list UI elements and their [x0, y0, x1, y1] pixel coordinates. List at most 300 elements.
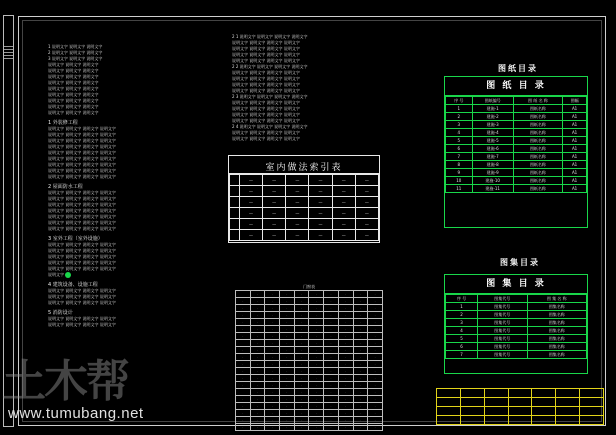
- watermark-logo: 土木帮: [2, 356, 128, 407]
- table-cell: —: [263, 208, 286, 219]
- table-cell: 10: [446, 177, 473, 185]
- design-notes-left: [48, 44, 213, 364]
- table-cell: 图集名称: [527, 351, 587, 359]
- table-cell: ·: [309, 312, 324, 319]
- table-cell: 图集代号: [478, 343, 528, 351]
- table-cell: ·: [280, 333, 295, 340]
- table-cell: ·: [294, 417, 309, 424]
- table-cell: 建施-5: [472, 137, 513, 145]
- table-row[interactable]: [446, 343, 587, 351]
- table-cell: ·: [280, 354, 295, 361]
- table-cell: ·: [368, 347, 383, 354]
- column-header: 图集代号: [478, 295, 528, 303]
- table-cell: 1: [446, 105, 473, 113]
- table-cell: [556, 407, 580, 416]
- table-cell: ·: [280, 424, 295, 431]
- note-line: 说明文字 说明文字 说明文字 说明文字: [48, 156, 116, 161]
- table-cell: [556, 398, 580, 407]
- note-line: 说明文字 说明文字 说明文字 说明文字: [48, 138, 116, 143]
- note-line: 说明文字 说明文字 说明文字 说明文字: [48, 254, 116, 259]
- note-line: 说明文字 说明文字 说明文字 说明文字: [48, 168, 116, 173]
- table-cell: ·: [309, 389, 324, 396]
- table-cell: [484, 389, 508, 398]
- table-cell: [508, 389, 532, 398]
- table-cell: ·: [250, 305, 265, 312]
- table-row[interactable]: [446, 169, 587, 177]
- table-row[interactable]: [446, 335, 587, 343]
- table-cell: 图纸名称: [513, 129, 562, 137]
- table-cell: ·: [265, 424, 280, 431]
- table-cell: ·: [250, 403, 265, 410]
- table-cell: ·: [309, 361, 324, 368]
- table-cell: ·: [250, 312, 265, 319]
- table-cell: ·: [294, 361, 309, 368]
- table-cell: ·: [294, 312, 309, 319]
- table-cell: ·: [338, 354, 353, 361]
- table-cell: 图集名称: [527, 319, 587, 327]
- table-cell: [236, 291, 251, 298]
- table-cell: 图纸名称: [513, 185, 562, 193]
- marker-dot: [65, 272, 71, 278]
- atlas-index-top-title: 图集目录: [500, 258, 540, 267]
- table-cell: ·: [250, 361, 265, 368]
- note-line: 说明文字 说明文字 说明文字: [48, 68, 99, 73]
- table-cell: ·: [250, 291, 265, 298]
- table-cell: [484, 407, 508, 416]
- table-row[interactable]: [446, 105, 587, 113]
- table-cell: 建施-10: [472, 177, 513, 185]
- table-cell: [484, 416, 508, 425]
- table-cell: 7: [446, 153, 473, 161]
- note-line: 2 4 说明文字 说明文字 说明文字 说明文字: [232, 124, 308, 129]
- table-cell: —: [332, 230, 355, 241]
- table-cell: ·: [338, 382, 353, 389]
- table-row: [236, 417, 383, 424]
- table-cell: A1: [563, 185, 587, 193]
- table-cell: [437, 389, 461, 398]
- table-cell: ·: [338, 389, 353, 396]
- table-cell: ·: [280, 396, 295, 403]
- atlas-index-panel[interactable]: [444, 274, 588, 374]
- table-cell: [508, 407, 532, 416]
- table-cell: ·: [294, 403, 309, 410]
- table-cell: ·: [353, 340, 368, 347]
- table-cell: 图集名称: [527, 311, 587, 319]
- table-cell: ·: [324, 333, 339, 340]
- table-cell: —: [332, 175, 355, 186]
- table-row: [236, 319, 383, 326]
- table-cell: ·: [353, 396, 368, 403]
- table-cell: ·: [368, 417, 383, 424]
- table-cell: ·: [353, 298, 368, 305]
- note-line: 说明文字 说明文字 说明文字: [48, 86, 99, 91]
- note-line: 说明文字 说明文字 说明文字 说明文字: [48, 150, 116, 155]
- table-cell: ·: [280, 382, 295, 389]
- table-cell: ·: [338, 326, 353, 333]
- table-cell: A1: [563, 129, 587, 137]
- table-cell: [460, 416, 484, 425]
- table-cell: ·: [294, 354, 309, 361]
- table-cell: ·: [353, 354, 368, 361]
- finish-index-table[interactable]: [228, 155, 380, 243]
- table-cell: —: [355, 175, 378, 186]
- note-line: 说明文字 说明文字 说明文字: [48, 104, 99, 109]
- table-cell: ·: [368, 389, 383, 396]
- table-row: [230, 208, 379, 219]
- table-cell: ·: [324, 340, 339, 347]
- table-cell: ·: [250, 368, 265, 375]
- table-cell: ·: [265, 326, 280, 333]
- table-cell: 图集代号: [478, 303, 528, 311]
- note-line: 说明文字 说明文字 说明文字 说明文字: [232, 112, 300, 117]
- table-cell: ·: [250, 340, 265, 347]
- table-cell: ·: [236, 354, 251, 361]
- column-header: 序 号: [446, 295, 478, 303]
- table-cell: 建施-9: [472, 169, 513, 177]
- table-cell: ·: [368, 375, 383, 382]
- note-line: 说明文字 说明文字 说明文字 说明文字: [48, 126, 116, 131]
- table-cell: A1: [563, 121, 587, 129]
- table-cell: ·: [324, 368, 339, 375]
- table-cell: ·: [368, 424, 383, 431]
- table-row[interactable]: [446, 327, 587, 335]
- table-cell: [508, 416, 532, 425]
- table-cell: ·: [309, 382, 324, 389]
- note-section-heading: 3 室外工程（室外设施）: [48, 236, 103, 242]
- table-cell: —: [263, 219, 286, 230]
- table-cell: ·: [265, 340, 280, 347]
- table-cell: ·: [309, 326, 324, 333]
- table-cell: ·: [236, 319, 251, 326]
- table-cell: ·: [309, 340, 324, 347]
- table-cell: —: [286, 219, 309, 230]
- table-cell: ·: [338, 305, 353, 312]
- table-cell: ·: [309, 291, 324, 298]
- table-header-row: [446, 295, 587, 303]
- note-line: 说明文字 说明文字 说明文字 说明文字: [232, 88, 300, 93]
- table-cell: ·: [250, 375, 265, 382]
- note-line: 说明文字 说明文字 说明文字 说明文字: [232, 82, 300, 87]
- note-line: 说明文字 说明文字 说明文字: [48, 74, 99, 79]
- table-cell: ·: [265, 361, 280, 368]
- table-row: [236, 396, 383, 403]
- table-cell: ·: [236, 382, 251, 389]
- note-section-heading: 4 建筑设备、设施工程: [48, 282, 98, 288]
- table-cell: 图集代号: [478, 335, 528, 343]
- table-row: [230, 197, 379, 208]
- table-cell: ·: [250, 424, 265, 431]
- table-cell: ·: [324, 305, 339, 312]
- table-cell: —: [355, 186, 378, 197]
- table-cell: ·: [353, 305, 368, 312]
- table-cell: ·: [324, 382, 339, 389]
- table-cell: 建施-6: [472, 145, 513, 153]
- table-cell: —: [309, 230, 332, 241]
- table-cell: ·: [368, 382, 383, 389]
- table-cell: ·: [324, 326, 339, 333]
- table-cell: ·: [309, 417, 324, 424]
- note-line: 说明文字 说明文字 说明文字 说明文字: [48, 174, 116, 179]
- table-cell: —: [309, 219, 332, 230]
- table-cell: ·: [250, 396, 265, 403]
- table-row: [236, 424, 383, 431]
- table-cell: ·: [368, 326, 383, 333]
- table-cell: ·: [324, 319, 339, 326]
- note-line: 说明文字 说明文字 说明文字 说明文字: [48, 294, 116, 299]
- table-cell: ·: [338, 396, 353, 403]
- table-cell: A1: [563, 145, 587, 153]
- table-cell: [437, 407, 461, 416]
- table-cell: 建施-11: [472, 185, 513, 193]
- table-cell: [580, 389, 604, 398]
- table-cell: 建施-7: [472, 153, 513, 161]
- table-row: [437, 389, 604, 398]
- table-row[interactable]: [446, 153, 587, 161]
- table-row: [236, 333, 383, 340]
- table-row[interactable]: [446, 145, 587, 153]
- table-row: [236, 298, 383, 305]
- table-cell: A1: [563, 177, 587, 185]
- note-line: 说明文字 说明文字 说明文字 说明文字: [48, 214, 116, 219]
- table-cell: ·: [294, 333, 309, 340]
- table-cell: —: [263, 186, 286, 197]
- table-cell: ·: [309, 305, 324, 312]
- table-cell: [230, 197, 240, 208]
- table-cell: ·: [338, 410, 353, 417]
- table-cell: ·: [324, 375, 339, 382]
- table-row: [236, 326, 383, 333]
- table-cell: ·: [265, 347, 280, 354]
- table-cell: [460, 407, 484, 416]
- column-header: 图纸编号: [472, 97, 513, 105]
- table-cell: ·: [338, 312, 353, 319]
- table-cell: ·: [280, 326, 295, 333]
- table-cell: —: [286, 230, 309, 241]
- note-line: 说明文字 说明文字 说明文字: [48, 62, 99, 67]
- table-row[interactable]: [446, 129, 587, 137]
- table-row: [236, 382, 383, 389]
- table-cell: [437, 416, 461, 425]
- finish-index-title: 室内做法索引表: [229, 156, 379, 174]
- table-cell: ·: [236, 326, 251, 333]
- table-cell: ·: [280, 305, 295, 312]
- door-window-title: 门窗表: [303, 284, 315, 289]
- table-row: [236, 403, 383, 410]
- table-cell: ·: [280, 417, 295, 424]
- table-cell: 图纸名称: [513, 121, 562, 129]
- drawing-index-top-title: 图纸目录: [498, 64, 538, 73]
- table-cell: ·: [236, 298, 251, 305]
- table-cell: ·: [324, 298, 339, 305]
- table-cell: ·: [265, 319, 280, 326]
- note-line: 2 说明文字 说明文字 说明文字: [48, 50, 103, 55]
- table-cell: ·: [294, 305, 309, 312]
- table-cell: 建施-1: [472, 105, 513, 113]
- table-cell: 2: [446, 311, 478, 319]
- table-cell: 建施-2: [472, 113, 513, 121]
- table-cell: [230, 175, 240, 186]
- table-cell: ·: [338, 333, 353, 340]
- table-cell: ·: [280, 375, 295, 382]
- table-cell: —: [355, 219, 378, 230]
- table-cell: ·: [338, 368, 353, 375]
- table-cell: ·: [324, 354, 339, 361]
- table-cell: —: [355, 197, 378, 208]
- table-cell: [532, 416, 556, 425]
- table-cell: —: [263, 197, 286, 208]
- table-cell: ·: [338, 347, 353, 354]
- note-line: 说明文字 说明文字 说明文字 说明文字: [232, 136, 300, 141]
- table-cell: ·: [250, 298, 265, 305]
- table-cell: ·: [353, 312, 368, 319]
- table-cell: [532, 389, 556, 398]
- table-cell: 5: [446, 335, 478, 343]
- table-cell: ·: [236, 417, 251, 424]
- table-cell: 图集代号: [478, 351, 528, 359]
- table-cell: 图纸名称: [513, 137, 562, 145]
- table-cell: ·: [265, 312, 280, 319]
- table-cell: 6: [446, 343, 478, 351]
- table-cell: ·: [338, 291, 353, 298]
- table-cell: [580, 407, 604, 416]
- table-cell: ·: [236, 333, 251, 340]
- table-cell: ·: [265, 333, 280, 340]
- table-row[interactable]: [446, 303, 587, 311]
- drawing-index-panel[interactable]: [444, 76, 588, 228]
- table-cell: ·: [236, 368, 251, 375]
- table-cell: ·: [309, 403, 324, 410]
- table-cell: ·: [265, 354, 280, 361]
- note-line: 说明文字 说明文字 说明文字 说明文字: [232, 40, 300, 45]
- table-cell: 建施-8: [472, 161, 513, 169]
- note-line: 1 说明文字 说明文字 说明文字: [48, 44, 103, 49]
- door-window-table[interactable]: [235, 284, 383, 429]
- table-cell: ·: [353, 333, 368, 340]
- table-row[interactable]: [446, 121, 587, 129]
- note-line: 说明文字 说明文字 说明文字 说明文字: [48, 196, 116, 201]
- table-row: [236, 354, 383, 361]
- table-cell: A1: [563, 169, 587, 177]
- table-cell: ·: [324, 403, 339, 410]
- table-cell: 1: [446, 303, 478, 311]
- table-cell: ·: [265, 417, 280, 424]
- table-cell: ·: [265, 298, 280, 305]
- table-row: [236, 375, 383, 382]
- table-cell: ·: [280, 291, 295, 298]
- table-cell: 图纸名称: [513, 161, 562, 169]
- note-line: 说明文字 说明文字 说明文字: [48, 80, 99, 85]
- table-cell: ·: [280, 361, 295, 368]
- table-cell: ·: [324, 312, 339, 319]
- table-cell: —: [286, 197, 309, 208]
- table-cell: ·: [280, 312, 295, 319]
- table-row[interactable]: [446, 319, 587, 327]
- note-line: 3 说明文字 说明文字 说明文字: [48, 56, 103, 61]
- table-cell: ·: [250, 417, 265, 424]
- table-cell: —: [286, 208, 309, 219]
- table-row[interactable]: [446, 137, 587, 145]
- note-line: 说明文字 说明文字 说明文字: [48, 92, 99, 97]
- table-cell: ·: [338, 417, 353, 424]
- table-cell: 建施-4: [472, 129, 513, 137]
- note-line: 说明文字 说明文字 说明文字 说明文字: [232, 52, 300, 57]
- table-cell: 5: [446, 137, 473, 145]
- note-line: 说明文字 说明文字 说明文字 说明文字: [48, 132, 116, 137]
- table-cell: ·: [265, 389, 280, 396]
- table-cell: ·: [309, 424, 324, 431]
- table-cell: ·: [309, 333, 324, 340]
- table-cell: ·: [280, 368, 295, 375]
- table-cell: ·: [353, 319, 368, 326]
- table-row: [437, 416, 604, 425]
- table-cell: ·: [338, 340, 353, 347]
- table-cell: ·: [338, 375, 353, 382]
- table-cell: ·: [265, 403, 280, 410]
- table-row[interactable]: [446, 113, 587, 121]
- table-cell: —: [263, 175, 286, 186]
- table-cell: ·: [236, 410, 251, 417]
- table-cell: 2: [446, 113, 473, 121]
- table-cell: 7: [446, 351, 478, 359]
- table-cell: ·: [265, 382, 280, 389]
- table-cell: [556, 389, 580, 398]
- table-cell: ·: [236, 403, 251, 410]
- note-line: 2 2 说明文字 说明文字 说明文字 说明文字: [232, 64, 308, 69]
- note-line: 说明文字 说明文字 说明文字 说明文字: [48, 220, 116, 225]
- table-cell: ·: [338, 403, 353, 410]
- table-cell: ·: [353, 403, 368, 410]
- table-cell: ·: [250, 347, 265, 354]
- table-cell: ·: [353, 375, 368, 382]
- table-row: [236, 312, 383, 319]
- table-cell: ·: [324, 424, 339, 431]
- table-cell: —: [332, 186, 355, 197]
- table-cell: ·: [368, 361, 383, 368]
- table-cell: ·: [353, 424, 368, 431]
- table-cell: ·: [294, 410, 309, 417]
- note-line: 说明文字 说明文字 说明文字 说明文字: [48, 266, 116, 271]
- table-row[interactable]: [446, 185, 587, 193]
- table-cell: ·: [236, 424, 251, 431]
- table-row: [437, 398, 604, 407]
- table-row[interactable]: [446, 311, 587, 319]
- title-block[interactable]: [436, 388, 604, 422]
- table-cell: 11: [446, 185, 473, 193]
- table-row[interactable]: [446, 177, 587, 185]
- table-row[interactable]: [446, 161, 587, 169]
- table-cell: 图纸名称: [513, 113, 562, 121]
- table-cell: ·: [324, 347, 339, 354]
- table-cell: 图集名称: [527, 327, 587, 335]
- table-cell: ·: [338, 298, 353, 305]
- table-row[interactable]: [446, 351, 587, 359]
- table-cell: ·: [353, 326, 368, 333]
- table-cell: [230, 230, 240, 241]
- table-cell: ·: [294, 340, 309, 347]
- table-row: [236, 368, 383, 375]
- table-cell: 图集名称: [527, 335, 587, 343]
- table-cell: ·: [368, 291, 383, 298]
- column-header: 序 号: [446, 97, 473, 105]
- table-cell: ·: [309, 298, 324, 305]
- table-cell: 图纸名称: [513, 153, 562, 161]
- note-line: 说明文字 说明文字 说明文字 说明文字: [48, 300, 116, 305]
- table-cell: —: [332, 197, 355, 208]
- table-cell: ·: [353, 361, 368, 368]
- note-line: 说明文字 说明文字 说明文字 说明文字: [232, 100, 300, 105]
- table-cell: [532, 407, 556, 416]
- table-cell: ·: [280, 389, 295, 396]
